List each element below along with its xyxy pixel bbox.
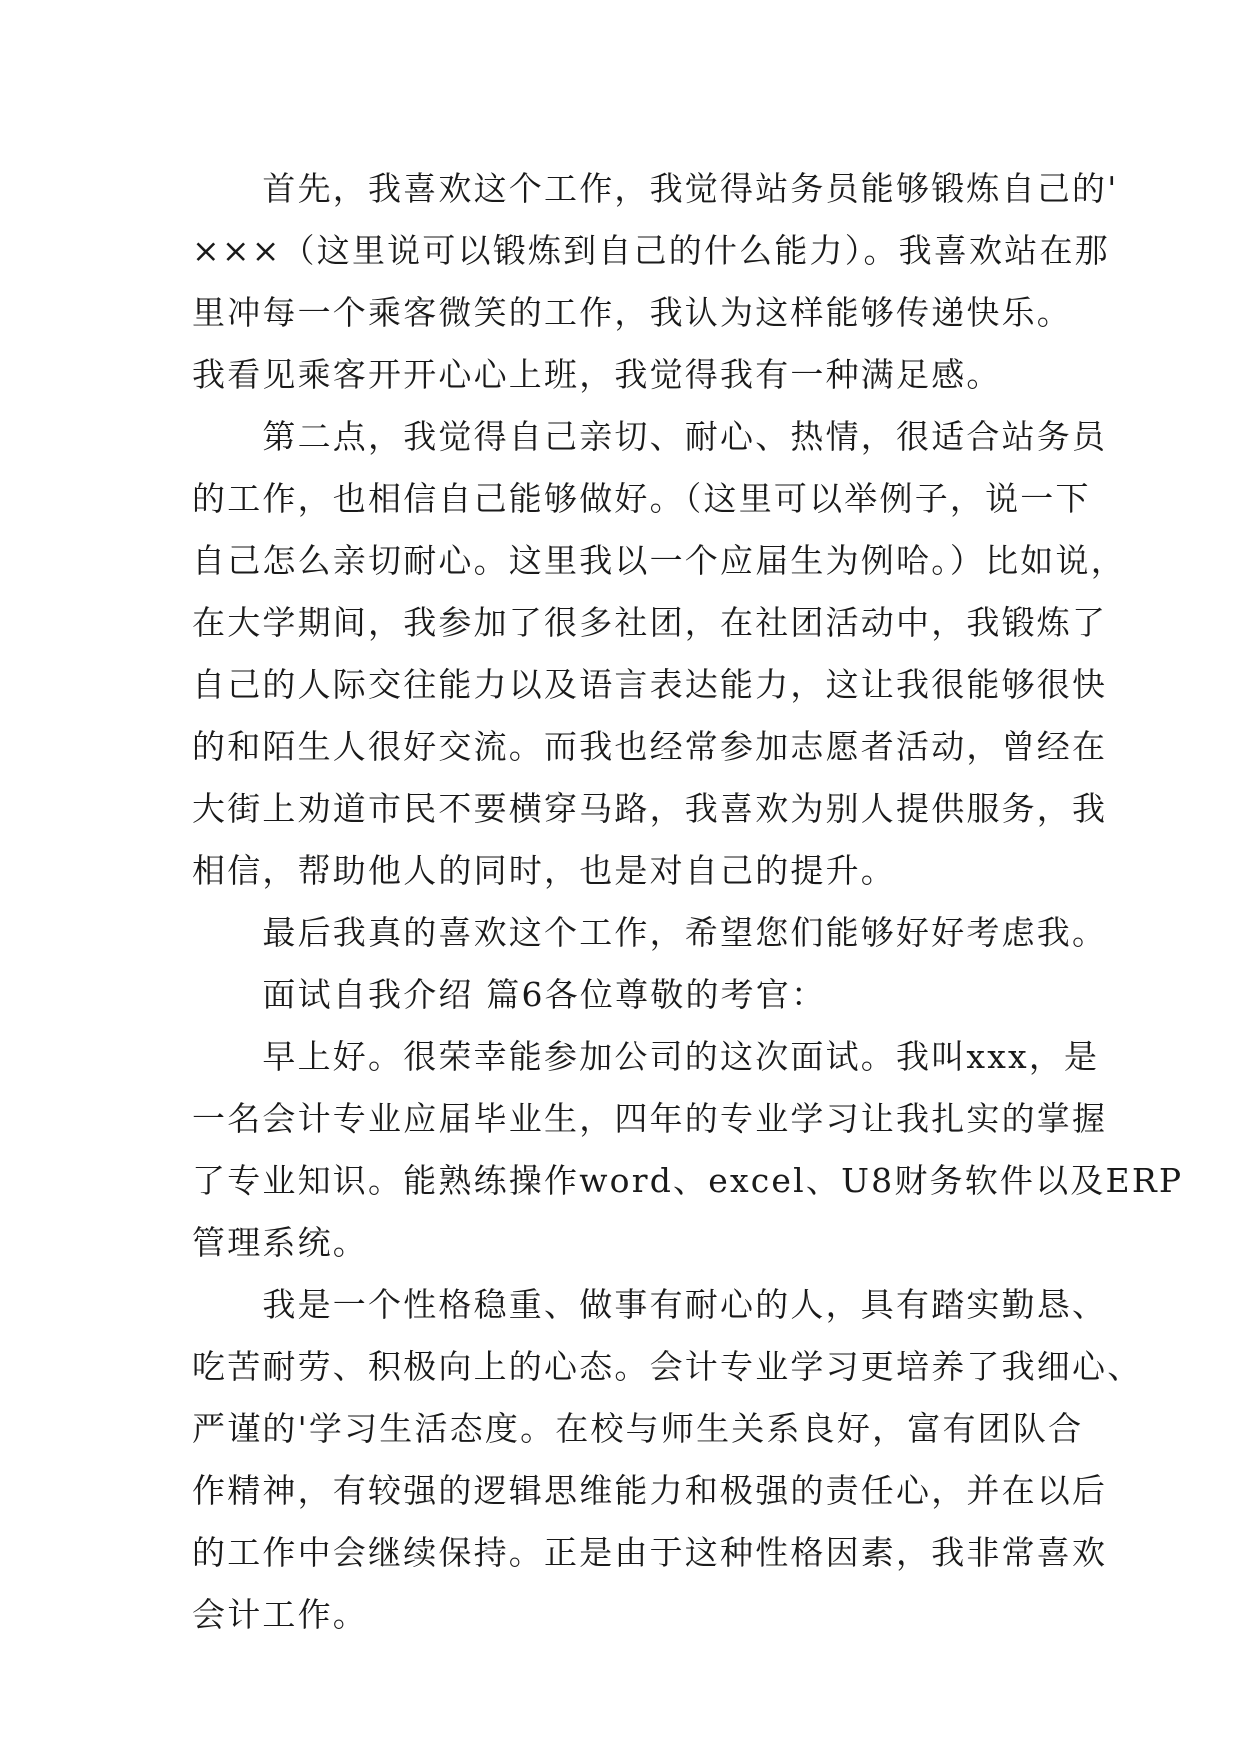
- text-line: 的和陌生人很好交流。而我也经常参加志愿者活动，曾经在: [192, 727, 1108, 766]
- text-line: 自己的人际交往能力以及语言表达能力，这让我很能够很快: [192, 665, 1108, 704]
- text-line: 会计工作。: [192, 1595, 368, 1634]
- text-line: 严谨的'学习生活态度。在校与师生关系良好，富有团队合: [192, 1409, 1084, 1448]
- text-line: 我看见乘客开开心心上班，我觉得我有一种满足感。: [192, 355, 1002, 394]
- text-line: 最后我真的喜欢这个工作，希望您们能够好好考虑我。: [192, 913, 1108, 952]
- text-line: 我是一个性格稳重、做事有耐心的人，具有踏实勤恳、: [192, 1285, 1108, 1324]
- text-line: 大街上劝道市民不要横穿马路，我喜欢为别人提供服务，我: [192, 789, 1108, 828]
- text-line: 的工作中会继续保持。正是由于这种性格因素，我非常喜欢: [192, 1533, 1108, 1572]
- text-line: 面试自我介绍 篇6各位尊敬的考官：: [192, 975, 827, 1014]
- text-line: 早上好。很荣幸能参加公司的这次面试。我叫xxx，是: [192, 1037, 1100, 1076]
- text-line: 了专业知识。能熟练操作word、excel、U8财务软件以及ERP: [192, 1161, 1184, 1200]
- text-line: 首先，我喜欢这个工作，我觉得站务员能够锻炼自己的': [192, 169, 1119, 208]
- text-line: 吃苦耐劳、积极向上的心态。会计专业学习更培养了我细心、: [192, 1347, 1143, 1386]
- text-line: 在大学期间，我参加了很多社团，在社团活动中，我锻炼了: [192, 603, 1108, 642]
- text-line: 相信，帮助他人的同时，也是对自己的提升。: [192, 851, 896, 890]
- text-line: 管理系统。: [192, 1223, 368, 1262]
- text-line: 作精神，有较强的逻辑思维能力和极强的责任心，并在以后: [192, 1471, 1108, 1510]
- document-body: [192, 158, 1184, 1646]
- text-line: 的工作，也相信自己能够做好。（这里可以举例子，说一下: [192, 479, 1091, 518]
- text-line: 自己怎么亲切耐心。这里我以一个应届生为例哈。）比如说，: [192, 541, 1126, 580]
- text-line: 第二点，我觉得自己亲切、耐心、热情，很适合站务员: [192, 417, 1108, 456]
- text-line: 里冲每一个乘客微笑的工作，我认为这样能够传递快乐。: [192, 293, 1072, 332]
- text-line: ×××（这里说可以锻炼到自己的什么能力）。我喜欢站在那: [192, 231, 1110, 270]
- text-line: 一名会计专业应届毕业生，四年的专业学习让我扎实的掌握: [192, 1099, 1108, 1138]
